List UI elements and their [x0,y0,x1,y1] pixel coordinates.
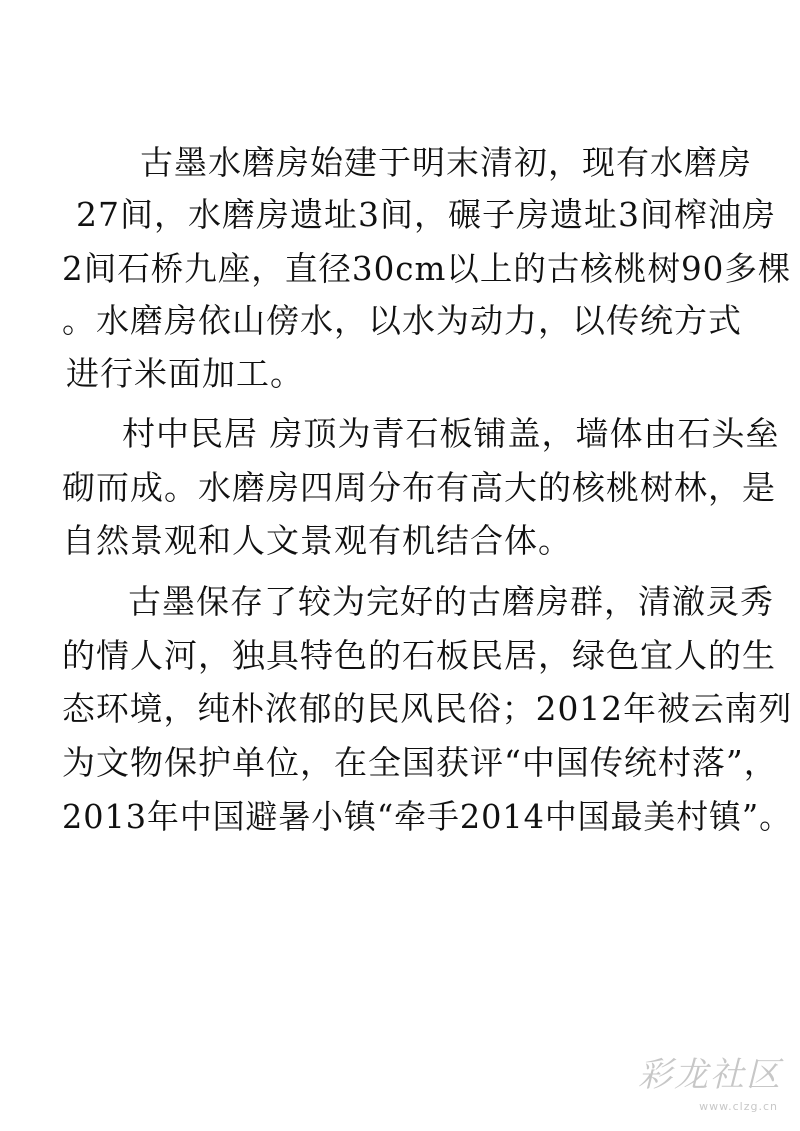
paragraph-3-line-1: 古墨保存了较为完好的古磨房群，清澈灵秀 [128,582,774,621]
paragraph-2-line-1: 村中民居 房顶为青石板铺盖，墙体由石头垒 [122,414,780,453]
watermark-logo-text: 彩龙社区 [638,1055,782,1095]
paragraph-3-line-2: 的情人河，独具特色的石板民居，绿色宜人的生 [62,636,776,675]
paragraph-3-line-3: 态环境，纯朴浓郁的民风民俗；2012年被云南列 [62,689,793,728]
paragraph-1-line-4: 。水磨房依山傍水，以水为动力，以传统方式 [62,301,742,340]
paragraph-1-line-5: 进行米面加工。 [66,354,304,393]
site-watermark [622,1047,782,1117]
paragraph-3-line-5: 2013年中国避暑小镇“牵手2014中国最美村镇”。 [62,797,793,836]
paragraph-3-line-4: 为文物保护单位，在全国获评“中国传统村落”， [62,743,778,782]
paragraph-1-line-2: 27间，水磨房遗址3间，碾子房遗址3间榨油房 [76,195,776,234]
paragraph-2-line-2: 砌而成。水磨房四周分布有高大的核桃树林，是 [62,468,776,507]
paragraph-1-line-3: 2间石桥九座，直径30cm以上的古核桃树90多棵 [62,249,792,288]
paragraph-2-line-3: 自然景观和人文景观有机结合体。 [62,521,572,560]
watermark-url: www.clzg.cn [699,1100,778,1113]
paragraph-1-line-1: 古墨水磨房始建于明末清初，现有水磨房 [140,143,752,182]
